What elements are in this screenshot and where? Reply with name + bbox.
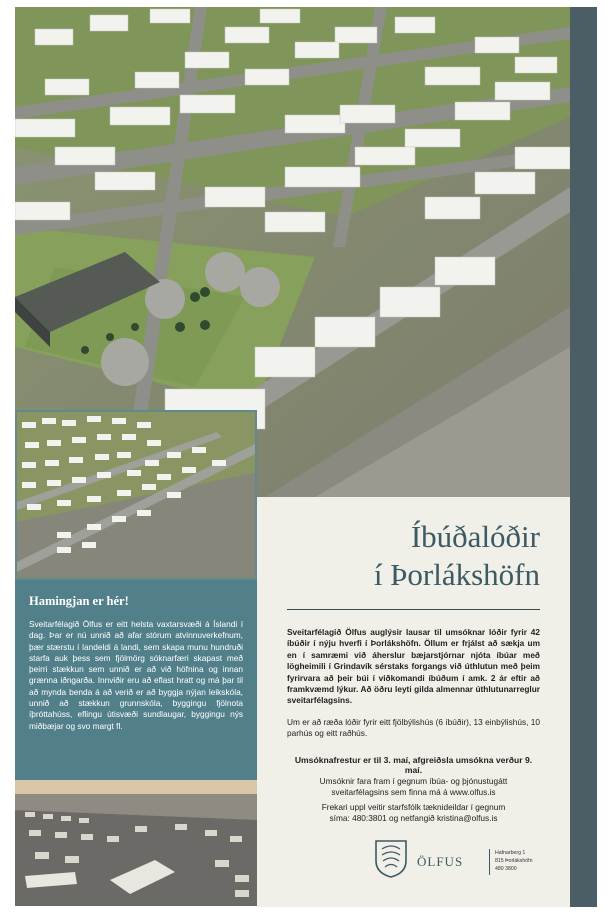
side-color-bar	[570, 7, 597, 907]
olfus-crest-icon	[373, 839, 409, 879]
application-line-2: sveitarfélagsins sem finna má á www.olfus.is	[331, 787, 496, 798]
panel-title: Hamingjan er hér!	[29, 594, 129, 608]
headline-line-2: í Þorlákshöfn	[373, 557, 540, 592]
happiness-panel	[15, 580, 257, 780]
divider	[287, 609, 540, 610]
town-photo	[15, 780, 257, 906]
headline-line-1: Íbúðalóðir	[410, 519, 540, 554]
address-line-1: Hafnarberg 1	[495, 850, 526, 856]
inset-site-photo	[15, 410, 257, 580]
logo-separator	[489, 849, 490, 875]
address-block	[495, 849, 533, 873]
address-line-2: 815 Þorlákshöfn	[495, 858, 533, 864]
contact-info	[287, 802, 540, 825]
application-line-1: Umsóknir fara fram í gegnum íbúa- og þjónustugátt	[319, 776, 508, 786]
deadline-text: Umsóknafrestur er til 3. maí, afgreiðsla umsókna verður 9. maí.	[294, 755, 533, 775]
photo-credit	[4, 720, 14, 780]
contact-line-2: síma: 480:3801 og netfangið kristina@olfus.is	[329, 813, 498, 824]
announcement-panel	[257, 497, 570, 907]
logo-name: ÖLFUS	[417, 854, 464, 869]
plots-summary: Um er að ræða lóðir fyrir eitt fjölbýlishús (6 íbúðir), 13 einbýlishús, 10 parhús og eitt raðhús.	[287, 717, 540, 739]
application-info	[287, 776, 540, 799]
intro-paragraph: Sveitarfélagið Ölfus auglýsir lausar til umsóknar lóðir fyrir 42 íbúðir í nýju hverfi í Þorlákshöfn. Öllum er frjálst að sækja um en í samræmi við áherslur bæjarstjórnar njóta íbúar með lögheimili í Grindavík sérstaks forgangs við úthlutun með þeim fyrirvara að þeir búi í viðkomandi íbúðum í amk. 2 ár eftir að framkvæmd lýkur. Að öðru leyti gilda almennar úthlutunarreglur sveitarfélagsins.	[287, 627, 540, 706]
phone-number: 480 3800	[495, 866, 517, 872]
contact-line-1: Frekari uppl veitir starfsfólk tæknideildar í gegnum	[321, 802, 506, 812]
panel-body: Sveitarfélagið Ölfus er eitt helsta vaxtarsvæði á Íslandi í dag. Þar er nú unnið að afar stórum atvinnuverkefnum, þær stærstu í landeldi á landi, sem skapa munu hundruði starfa auk þess sem fjölmörg sóknarfæri skapast með þeirri stækkun sem unnið er að við höfnina og innan grænna iðngarða. Innviðir eru að eflast hratt og má þar til að mynda benda á að verið er að byggja nýjan leikskóla, unnið að stækkun grunnskóla, byggingu fjölnota íþróttahúss, eflingu útisvæði sundlaugar, byggingu nýs miðbæjar og svo margt fl.	[29, 619, 243, 731]
